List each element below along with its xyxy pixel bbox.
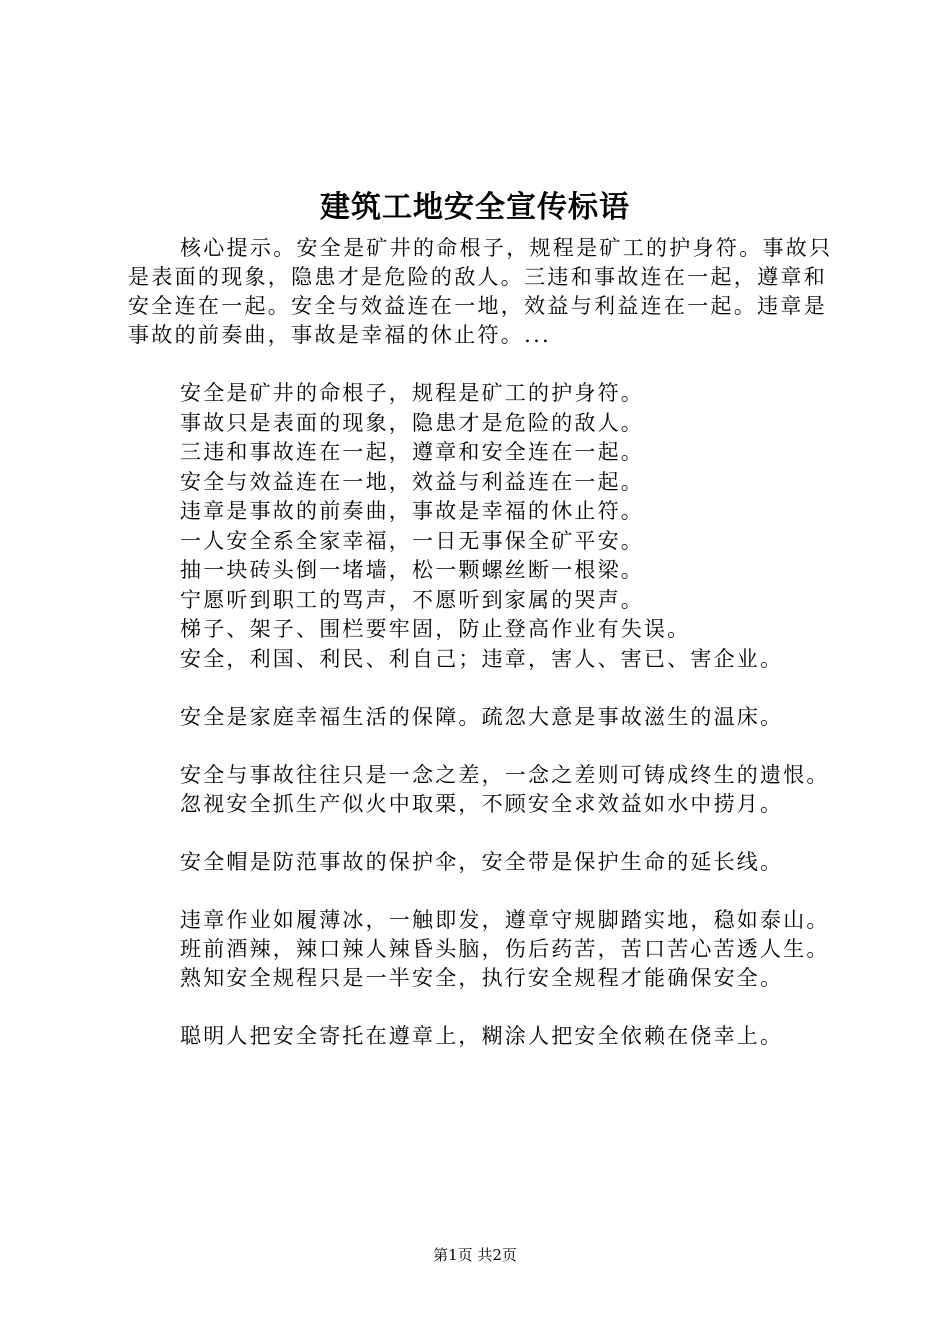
intro-paragraph: 核心提示。安全是矿井的命根子，规程是矿工的护身符。事故只是表面的现象，隐患才是危险的敌人。三违和事故连在一起，遵章和安全连在一起。安全与效益连在一地，效益与利益连在一起。违章是事故的前奏曲，事故是幸福的休止符。...: [128, 236, 833, 347]
blank-line: [128, 819, 840, 848]
blank-line: [128, 350, 840, 379]
blank-line: [128, 732, 840, 761]
slogan-line: 安全是矿井的命根子，规程是矿工的护身符。: [180, 381, 644, 405]
blank-line: [128, 674, 840, 703]
slogan-paragraph: 安全，利国、利民、利自己；违章，害人、害已、害企业。: [180, 646, 784, 671]
page-footer: 第1页 共2页: [433, 1246, 517, 1264]
document-title: 建筑工地安全宣传标语: [320, 190, 630, 225]
document-body: [128, 234, 840, 1051]
slogan-paragraph: 熟知安全规程只是一半安全，执行安全规程才能确保安全。: [180, 965, 784, 990]
slogan-paragraph: 聪明人把安全寄托在遵章上，糊涂人把安全依赖在侥幸上。: [180, 1023, 784, 1048]
slogan-paragraph: 忽视安全抓生产似火中取栗，不顾安全求效益如水中捞月。: [180, 791, 784, 816]
slogan-line: 梯子、架子、围栏要牢固，防止登高作业有失误。: [180, 617, 691, 641]
slogan-line: 抽一块砖头倒一堵墙，松一颗螺丝断一根梁。: [180, 558, 644, 582]
blank-line: [128, 877, 840, 906]
slogan-line: 一人安全系全家幸福，一日无事保全矿平安。: [180, 528, 644, 553]
slogan-paragraph: 班前酒辣，辣口辣人辣昏头脑，伤后药苦，苦口苦心苦透人生。: [180, 936, 830, 961]
blank-line: [128, 993, 840, 1022]
slogan-line: 三违和事故连在一起，遵章和安全连在一起。: [180, 440, 644, 464]
slogan-line: 事故只是表面的现象，隐患才是危险的敌人。: [180, 410, 644, 435]
slogan-paragraph: 安全是家庭幸福生活的保障。疏忽大意是事故滋生的温床。: [180, 704, 784, 729]
slogan-line: 安全与效益连在一地，效益与利益连在一起。: [180, 469, 644, 494]
slogan-paragraph: 安全与事故往往只是一念之差，一念之差则可铸成终生的遗恨。: [180, 762, 830, 787]
slogan-paragraph: 安全帽是防范事故的保护伞，安全带是保护生命的延长线。: [180, 849, 784, 874]
slogan-paragraph: 违章作业如履薄冰，一触即发，遵章守规脚踏实地，稳如泰山。: [180, 907, 830, 932]
slogan-line: 宁愿听到职工的骂声，不愿听到家属的哭声。: [180, 587, 644, 612]
slogan-line: 违章是事故的前奏曲，事故是幸福的休止符。: [180, 499, 644, 523]
